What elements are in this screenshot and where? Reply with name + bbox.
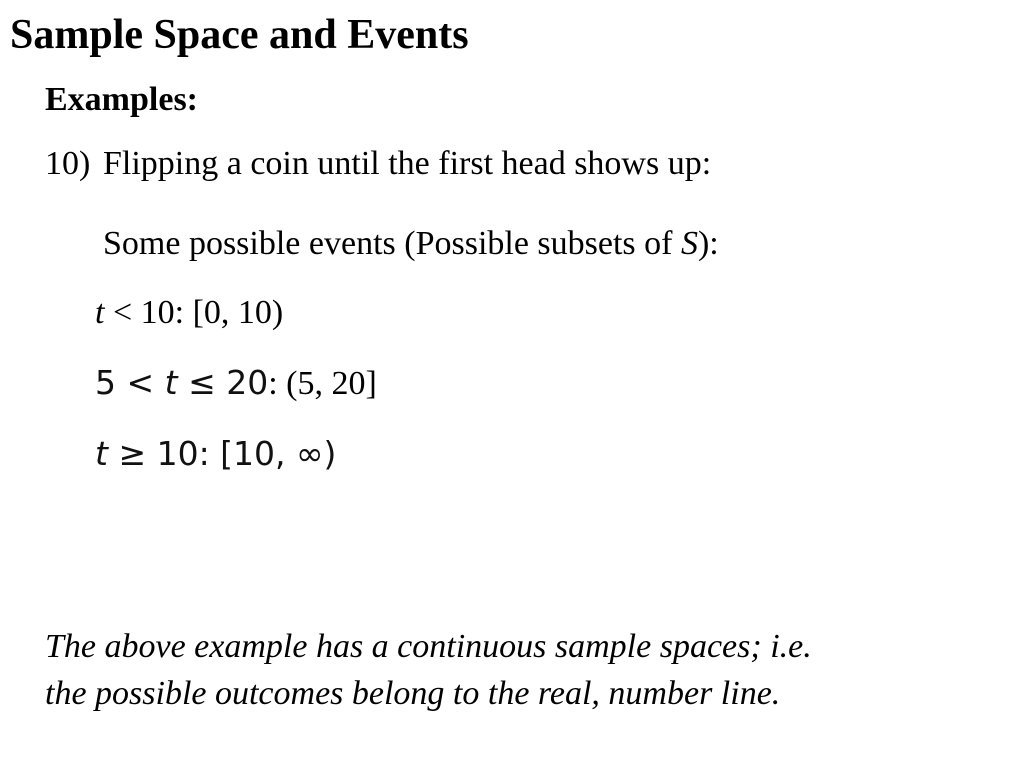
event-1-interval: [0, 10)	[192, 294, 284, 331]
slide-title: Sample Space and Events	[10, 12, 469, 58]
event-2-rhs: ≤ 20	[177, 363, 269, 402]
item-number: 10)	[45, 145, 91, 182]
event-3	[95, 433, 336, 475]
event-3-rhs: ≥ 10	[107, 434, 199, 473]
event-1	[95, 292, 283, 334]
event-1-condition: < 10:	[104, 294, 193, 331]
event-1-var: t	[95, 294, 105, 331]
note-line-2: the possible outcomes belong to the real, number line.	[45, 675, 781, 712]
event-2-var: t	[164, 363, 178, 402]
event-2	[95, 362, 377, 405]
item-text: Flipping a coin until the first head shows up:	[103, 145, 712, 182]
event-3-var: t	[95, 434, 108, 473]
event-2-interval: : (5, 20]	[268, 365, 377, 402]
event-3-interval: : [10, ∞)	[198, 434, 337, 473]
events-intro-after: ):	[697, 225, 719, 262]
note-line-1: The above example has a continuous sample spaces; i.e.	[45, 628, 812, 665]
events-intro-before: Some possible events (Possible subsets of	[103, 225, 681, 262]
examples-heading: Examples:	[45, 81, 198, 118]
events-intro	[103, 223, 719, 265]
example-item	[45, 143, 711, 185]
events-intro-var: S	[680, 225, 698, 262]
event-2-inequality	[95, 363, 268, 402]
note	[45, 623, 812, 717]
event-2-lhs: 5 <	[95, 363, 165, 402]
